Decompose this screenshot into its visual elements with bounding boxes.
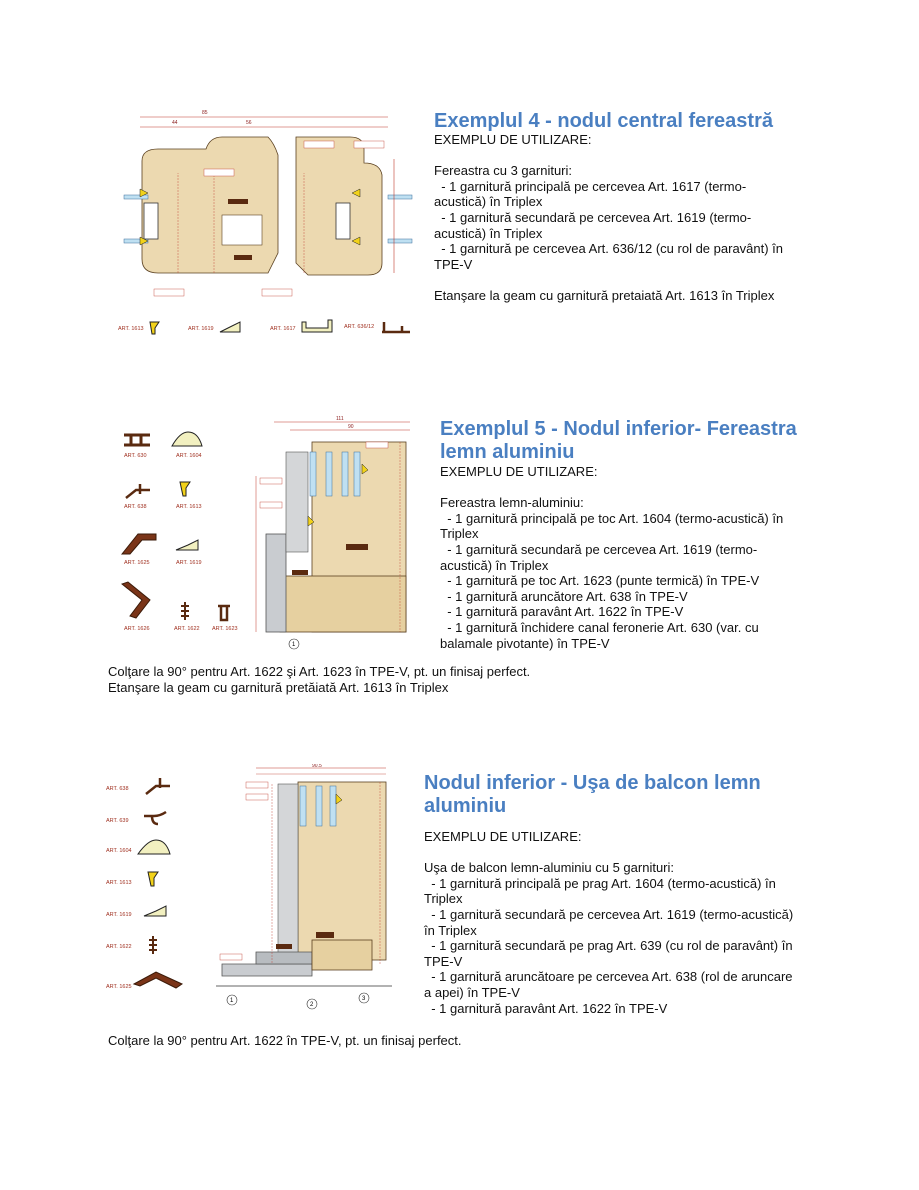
profile-strip-1 bbox=[118, 318, 418, 340]
section3-line: - 1 garnitură paravânt Art. 1622 în TPE-V bbox=[424, 1000, 668, 1016]
seal-630-icon bbox=[122, 432, 152, 448]
dim-inner: 90 bbox=[348, 424, 354, 430]
section2-line: - 1 garnitură pe toc Art. 1623 (punte termică) în TPE-V bbox=[440, 573, 760, 589]
seal-1622-icon bbox=[180, 600, 190, 622]
profile-label: ART. 639 bbox=[106, 818, 129, 824]
figure-central-node-window bbox=[118, 103, 418, 343]
dim-right: 56 bbox=[246, 120, 252, 126]
profile-label: ART. 1623 bbox=[212, 626, 238, 632]
section1-subtitle: EXEMPLU DE UTILIZARE: bbox=[434, 132, 592, 147]
seal-636-icon bbox=[380, 320, 412, 334]
profile-label: ART. 638 bbox=[124, 504, 147, 510]
figure-lower-node-window bbox=[250, 416, 418, 652]
profile-label: ART. 1613 bbox=[118, 326, 144, 332]
callout-1: 1 bbox=[230, 998, 234, 1004]
section1-line: - 1 garnitură pe cercevea Art. 636/12 (cu rol de paravânt) în bbox=[434, 241, 784, 257]
seal-1626-icon bbox=[120, 580, 160, 620]
section3-line: - 1 garnitură secundară pe cercevea Art. 1619 (termo-acustică) bbox=[424, 906, 794, 922]
section2-title-line1: Exemplul 5 - Nodul inferior- Fereastra bbox=[440, 418, 797, 440]
seal-1613-icon bbox=[146, 870, 160, 888]
section3-line: TPE-V bbox=[424, 953, 463, 969]
callout-2: 2 bbox=[310, 1002, 314, 1008]
section1-line: - 1 garnitură principală pe cercevea Art. 1617 (termo- bbox=[434, 178, 747, 194]
section2-line: - 1 garnitură închidere canal feronerie Art. 630 (var. cu bbox=[440, 619, 759, 635]
section2-line: - 1 garnitură paravânt Art. 1622 în TPE-V bbox=[440, 604, 684, 620]
callout-3: 3 bbox=[362, 996, 366, 1002]
callout-1: 1 bbox=[292, 642, 296, 648]
figure-lower-node-balcony-door bbox=[216, 764, 392, 1012]
section3-title-line1: Nodul inferior - Uşa de balcon lemn bbox=[424, 772, 761, 794]
seal-1604-icon bbox=[136, 838, 172, 856]
profile-label: ART. 1613 bbox=[176, 504, 202, 510]
section2-text bbox=[440, 418, 810, 651]
section3-title-line2: aluminiu bbox=[424, 795, 507, 817]
profile-grid-2 bbox=[118, 428, 248, 640]
section2-notes bbox=[108, 664, 808, 695]
seal-1619-icon bbox=[218, 320, 242, 334]
section1-line: Fereastra cu 3 garnituri: bbox=[434, 163, 573, 179]
section2-note: Etanşare la geam cu garnitură pretăiată Art. 1613 în Triplex bbox=[108, 679, 449, 695]
dim-left: 44 bbox=[172, 120, 178, 126]
seal-1613-icon bbox=[178, 480, 192, 498]
dim-total: 90.5 bbox=[312, 764, 322, 769]
seal-1613-icon bbox=[148, 320, 160, 336]
section3-line: - 1 garnitură aruncătoare pe cercevea Art. 638 (rol de aruncare bbox=[424, 969, 793, 985]
section2-line: - 1 garnitură secundară pe cercevea Art. 1619 (termo- bbox=[440, 541, 758, 557]
section2-line: Fereastra lemn-aluminiu: bbox=[440, 495, 584, 511]
section3-note: Colţare la 90° pentru Art. 1622 în TPE-V, pt. un finisaj perfect. bbox=[108, 1033, 462, 1048]
section3-line: - 1 garnitură principală pe prag Art. 1604 (termo-acustică) în bbox=[424, 875, 776, 891]
seal-1622-icon bbox=[148, 934, 158, 956]
section1-line: acustică) în Triplex bbox=[434, 194, 543, 210]
section3-subtitle: EXEMPLU DE UTILIZARE: bbox=[424, 829, 582, 844]
profile-label: ART. 1619 bbox=[106, 912, 132, 918]
seal-639-icon bbox=[142, 810, 168, 826]
section2-line: acustică) în Triplex bbox=[440, 557, 549, 573]
seal-1619-icon bbox=[174, 538, 200, 552]
section2-line: balamale pivotante) în TPE-V bbox=[440, 635, 610, 651]
section1-line: - 1 garnitură secundară pe cercevea Art. 1619 (termo- bbox=[434, 209, 752, 225]
profile-label: ART. 1604 bbox=[176, 453, 202, 459]
dim-total: 85 bbox=[202, 110, 208, 116]
profile-label: ART. 1613 bbox=[106, 880, 132, 886]
section2-line: - 1 garnitură aruncătore Art. 638 în TPE-V bbox=[440, 588, 688, 604]
profile-label: ART. 636/12 bbox=[344, 324, 375, 330]
section2-note: Colţare la 90° pentru Art. 1622 şi Art. 1623 în TPE-V, pt. un finisaj perfect. bbox=[108, 664, 531, 679]
profile-label: ART. 1619 bbox=[176, 560, 202, 566]
section3-line: Uşa de balcon lemn-aluminiu cu 5 garnituri: bbox=[424, 860, 675, 876]
section1-line: acustică) în Triplex bbox=[434, 225, 543, 241]
seal-1625-icon bbox=[132, 970, 184, 1000]
seal-1617-icon bbox=[300, 318, 334, 334]
seal-1623-icon bbox=[216, 604, 232, 622]
profile-label: ART. 1625 bbox=[124, 560, 150, 566]
section2-line: - 1 garnitură principală pe toc Art. 1604 (termo-acustică) în bbox=[440, 510, 784, 526]
seal-1604-icon bbox=[170, 430, 204, 448]
section3-line: în Triplex bbox=[424, 922, 477, 938]
section1-line: TPE-V bbox=[434, 256, 473, 272]
seal-1625-icon bbox=[120, 530, 158, 556]
section3-text bbox=[424, 772, 814, 1016]
profile-label: ART. 1626 bbox=[124, 626, 150, 632]
section2-title bbox=[440, 418, 810, 464]
section3-line: - 1 garnitură secundară pe prag Art. 639 (cu rol de paravânt) în bbox=[424, 938, 793, 954]
section1-title: Exemplul 4 - nodul central fereastră bbox=[434, 110, 773, 132]
section3-title bbox=[424, 772, 814, 818]
section1-text bbox=[434, 110, 804, 304]
profile-column-3 bbox=[104, 772, 194, 1002]
profile-label: ART. 1619 bbox=[188, 326, 214, 332]
profile-label: ART. 1622 bbox=[174, 626, 200, 632]
profile-label: ART. 638 bbox=[106, 786, 129, 792]
dim-total: 111 bbox=[336, 416, 344, 422]
seal-638-icon bbox=[124, 480, 152, 500]
section3-line: Triplex bbox=[424, 891, 463, 907]
profile-label: ART. 1625 bbox=[106, 984, 132, 990]
profile-label: ART. 630 bbox=[124, 453, 147, 459]
section2-subtitle: EXEMPLU DE UTILIZARE: bbox=[440, 464, 598, 479]
profile-label: ART. 1604 bbox=[106, 848, 132, 854]
profile-label: ART. 1622 bbox=[106, 944, 132, 950]
section2-title-line2: lemn aluminiu bbox=[440, 441, 575, 463]
section3-line: a apei) în TPE-V bbox=[424, 984, 520, 1000]
seal-1619-icon bbox=[142, 904, 168, 918]
section2-line: Triplex bbox=[440, 526, 479, 542]
seal-638-icon bbox=[144, 774, 172, 796]
section1-footer: Etanşare la geam cu garnitură pretaiată Art. 1613 în Triplex bbox=[434, 287, 775, 303]
profile-label: ART. 1617 bbox=[270, 326, 296, 332]
